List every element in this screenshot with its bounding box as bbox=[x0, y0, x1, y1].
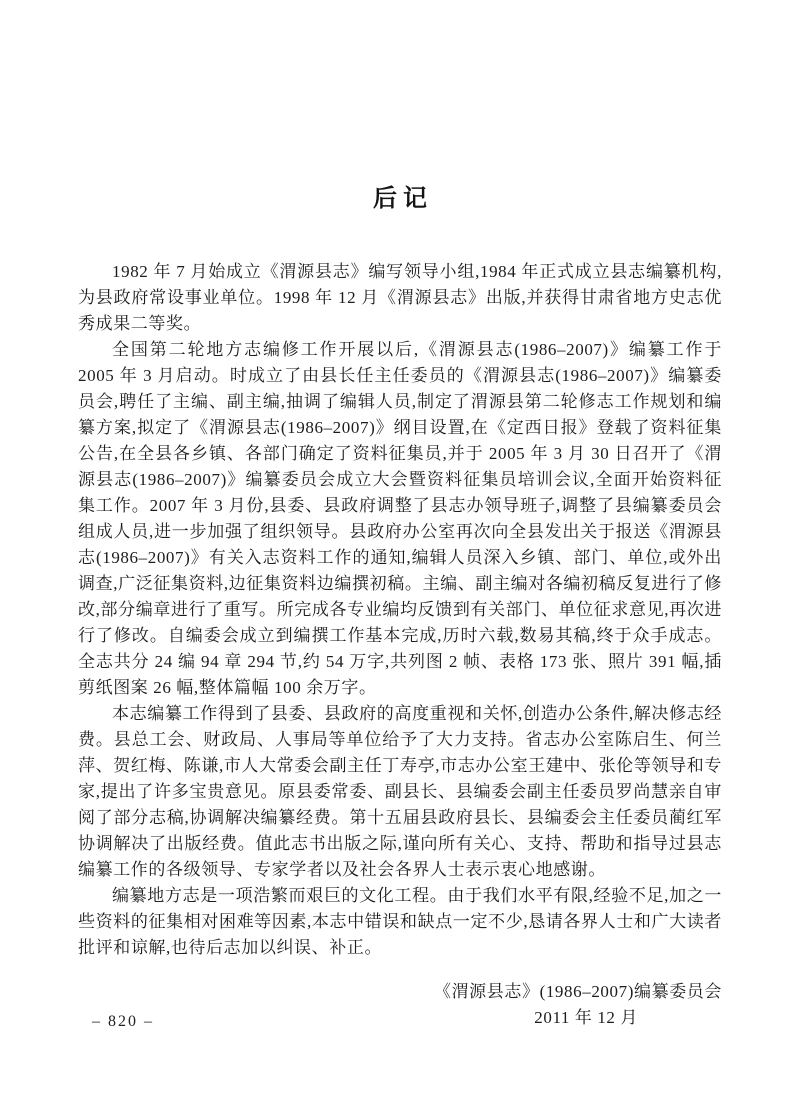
signature-committee: 《渭源县志》(1986–2007)编纂委员会 bbox=[433, 982, 722, 1001]
page-title: 后记 bbox=[373, 185, 433, 212]
paragraph-compilation-process: 全国第二轮地方志编修工作开展以后,《渭源县志(1986–2007)》编纂工作于 2005 年 3 月启动。时成立了由县长任主任委员的《渭源县志(1986–2007)》编纂委员会,聘任了主编、副主编,抽调了编辑人员,制定了渭源县第二轮修志工作规划和编纂方案,拟定了《渭源县志(1986–2007)》纲目设置,在《定西日报》登载了资料征集公告,在全县各乡镇、各部门确定了资料征集员,并于 2005 年 3 月 30 日召开了《渭源县志(1986–2007)》编纂委员会成立大会暨资料征集员培训会议,全面开始资料征集工作。2007 年 3 月份,县委、县政府调整了县志办领导班子,调整了县编纂委员会组成人员,进一步加强了组织领导。县政府办公室再次向全县发出关于报送《渭源县志(1986–2007)》有关入志资料工作的通知,编辑人员深入乡镇、部门、单位,或外出调查,广泛征集资料,边征集资料边编撰初稿。主编、副主编对各编初稿反复进行了修改,部分编章进行了重写。所完成各专业编均反馈到有关部门、单位征求意见,再次进行了修改。自编委会成立到编撰工作基本完成,历时六载,数易其稿,终于众手成志。全志共分 24 编 94 章 294 节,约 54 万字,共列图 2 帧、表格 173 张、照片 391 幅,插剪纸图案 26 幅,整体篇幅 100 余万字。 bbox=[78, 340, 722, 697]
paragraph-acknowledgements: 本志编纂工作得到了县委、县政府的高度重视和关怀,创造办公条件,解决修志经费。县总工会、财政局、人事局等单位给予了大力支持。省志办公室陈启生、何兰萍、贺红梅、陈谦,市人大常委会副主任丁寿亭,市志办公室王建中、张伦等领导和专家,提出了许多宝贵意见。原县委常委、副县长、县编委会副主任委员罗尚慧亲自审阅了部分志稿,协调解决编纂经费。第十五届县政府县长、县编委会主任委员蔺红军协调解决了出版经费。值此志书出版之际,谨向所有关心、支持、帮助和指导过县志编纂工作的各级领导、专家学者以及社会各界人士表示衷心地感谢。 bbox=[78, 704, 722, 879]
page-number: – 820 – bbox=[92, 1013, 154, 1030]
paragraph-apology: 编纂地方志是一项浩繁而艰巨的文化工程。由于我们水平有限,经验不足,加之一些资料的征集相对困难等因素,本志中错误和缺点一定不少,恳请各界人士和广大读者批评和谅解,也待后志加以纠误、补正。 bbox=[78, 886, 722, 957]
paragraph-history: 1982 年 7 月始成立《渭源县志》编写领导小组,1984 年正式成立县志编纂机构,为县政府常设事业单位。1998 年 12 月《渭源县志》出版,并获得甘肃省地方史志优秀成果二等奖。 bbox=[78, 262, 722, 333]
signature-date: 2011 年 12 月 bbox=[534, 1008, 638, 1027]
afterword-body bbox=[78, 259, 722, 961]
signature-block bbox=[78, 979, 722, 1031]
